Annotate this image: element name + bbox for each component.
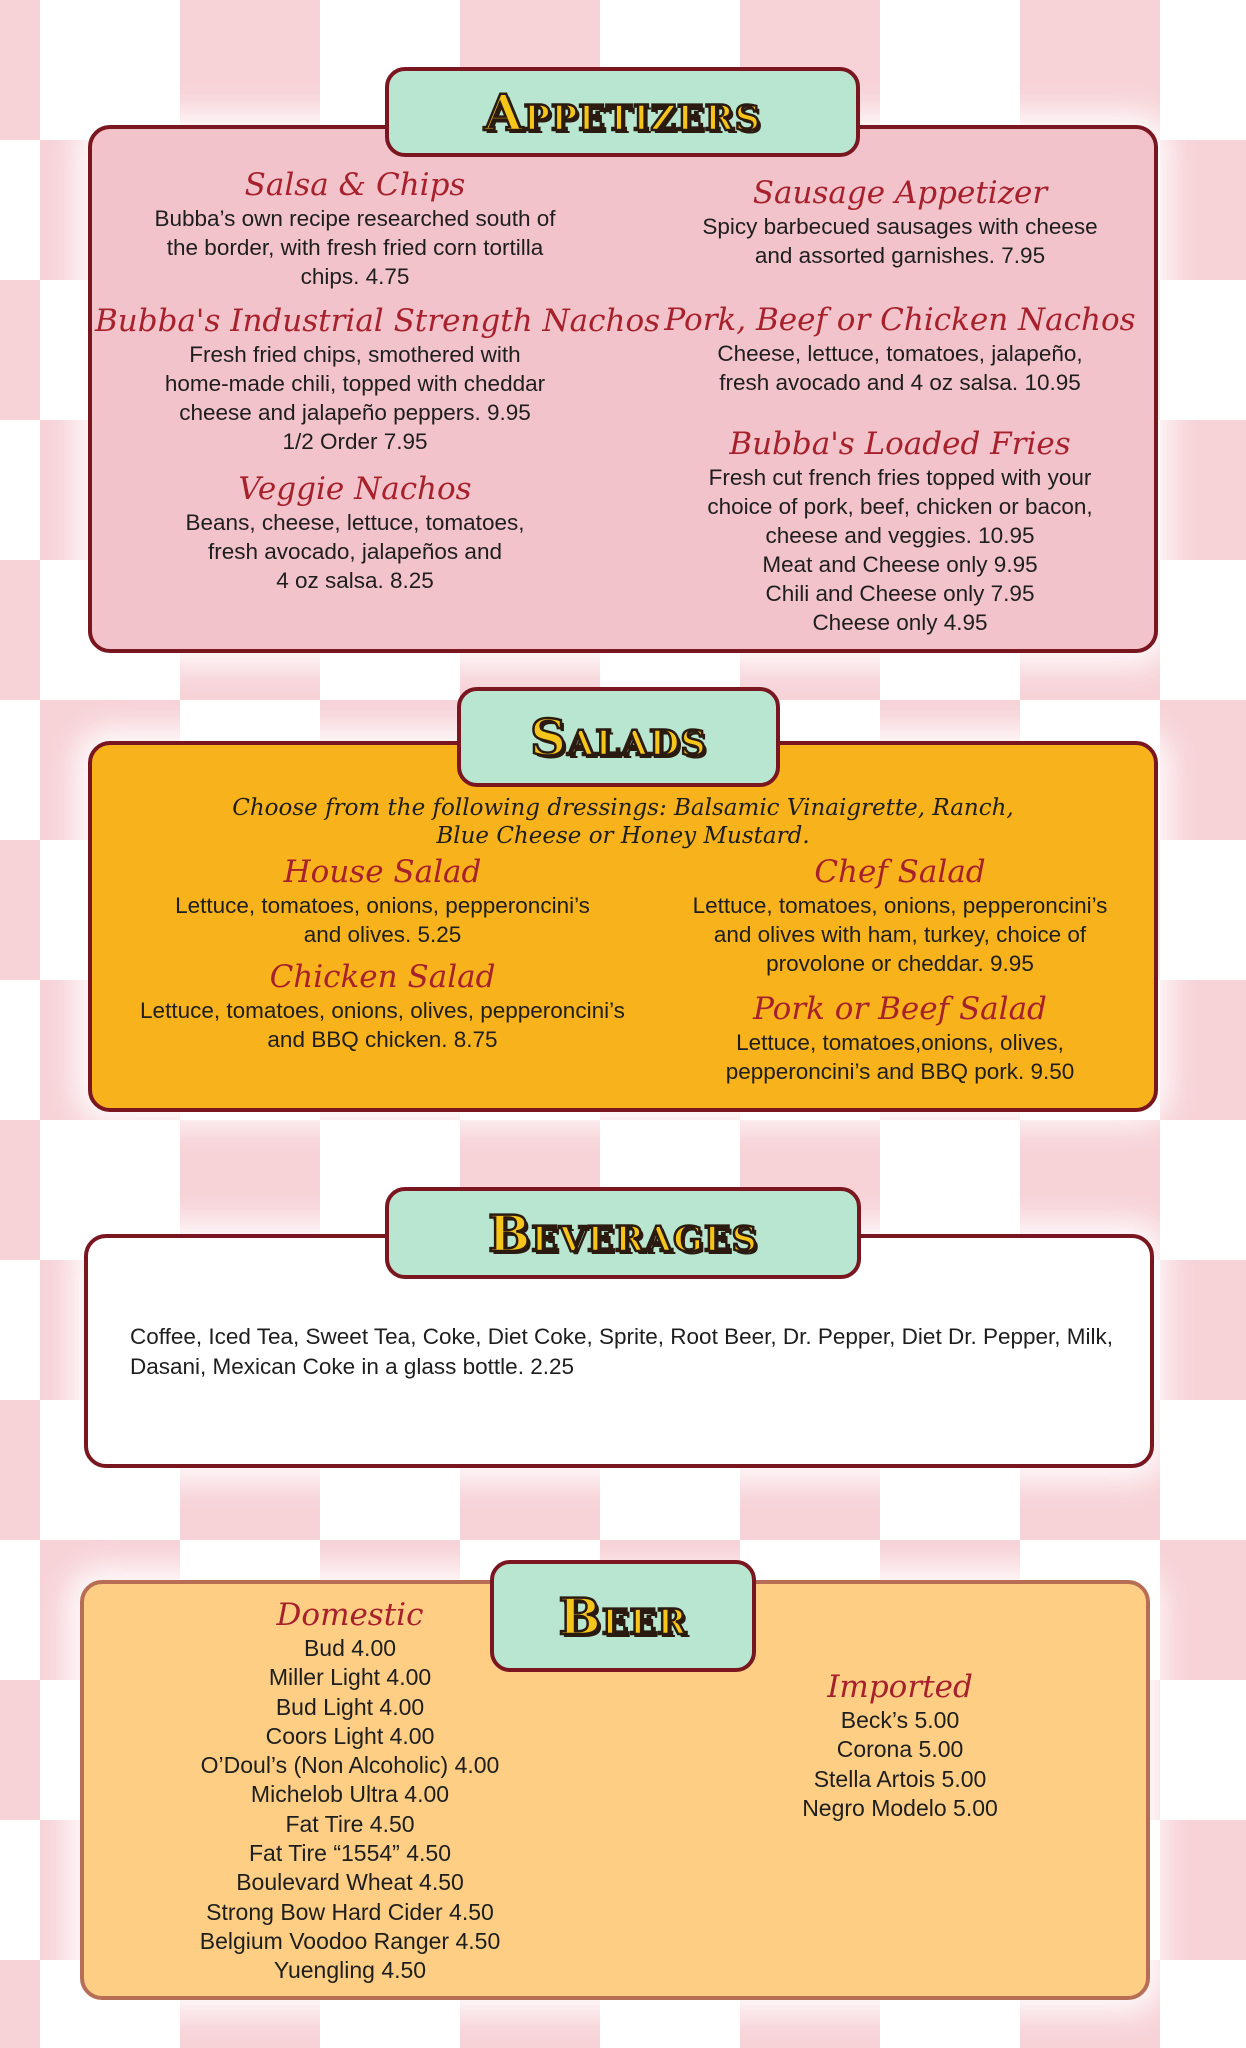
beer-item: Boulevard Wheat 4.50 (236, 1869, 464, 1896)
beer-item: Miller Light 4.00 (268, 1664, 432, 1691)
item-desc: Bubba’s own recipe researched south of the border, with fresh fried corn tortilla chips. 4.75 (154, 206, 556, 289)
menu-item-sausage-appetizer (650, 174, 1150, 270)
menu-item-pork-beef-chicken-nachos (650, 301, 1150, 397)
menu-item-pork-beef-salad (650, 990, 1150, 1086)
salads-heading: Salads (530, 707, 707, 767)
menu-item-salsa-chips (110, 166, 600, 291)
menu-item-chicken-salad (110, 958, 655, 1054)
beer-item: Strong Bow Hard Cider 4.50 (206, 1898, 494, 1925)
item-desc: Spicy barbecued sausages with cheese and assorted garnishes. 7.95 (702, 214, 1098, 268)
beverages-heading-badge (385, 1187, 861, 1279)
item-title: Pork, Beef or Chicken Nachos (664, 302, 1136, 338)
item-title: Chicken Salad (269, 959, 496, 995)
menu-item-loaded-fries (650, 425, 1150, 637)
item-desc: Lettuce, tomatoes, onions, pepperoncini’s and olives. 5.25 (175, 893, 590, 947)
item-title: Chef Salad (814, 854, 986, 890)
beer-domestic-column (150, 1596, 550, 1986)
beer-item: Stella Artois 5.00 (813, 1765, 987, 1792)
beer-item: Fat Tire 4.50 (285, 1810, 415, 1837)
menu-item-chef-salad (650, 853, 1150, 978)
item-title: Bubba's Loaded Fries (729, 426, 1071, 462)
beer-item: Corona 5.00 (836, 1736, 964, 1763)
beer-item: Bud Light 4.00 (275, 1693, 425, 1720)
beer-item: Yuengling 4.50 (273, 1957, 427, 1984)
appetizers-heading: Appetizers (483, 82, 762, 142)
item-title: Salsa & Chips (244, 167, 466, 203)
item-title: House Salad (283, 854, 482, 890)
item-desc: Lettuce, tomatoes, onions, olives, pepperoncini’s and BBQ chicken. 8.75 (140, 998, 625, 1052)
menu-item-house-salad (110, 853, 655, 949)
beer-imported-title: Imported (827, 1669, 973, 1705)
beer-item: Michelob Ultra 4.00 (250, 1781, 450, 1808)
salads-heading-badge (457, 687, 780, 787)
beverages-list: Coffee, Iced Tea, Sweet Tea, Coke, Diet Coke, Sprite, Root Beer, Dr. Pepper, Diet Dr. Pepper, Milk, Dasani, Mexican Coke in a glass bottle. 2.25 (130, 1324, 1114, 1379)
beer-domestic-list (150, 1634, 550, 1986)
item-title: Sausage Appetizer (752, 175, 1048, 211)
beer-imported-list (700, 1706, 1100, 1823)
beer-item: Coors Light 4.00 (265, 1722, 435, 1749)
item-desc: Cheese, lettuce, tomatoes, jalapeño, fresh avocado and 4 oz salsa. 10.95 (717, 341, 1083, 395)
item-title: Pork or Beef Salad (753, 991, 1047, 1027)
salads-dressing-note: Choose from the following dressings: Balsamic Vinaigrette, Ranch, Blue Cheese or Honey Mustard. (232, 795, 1014, 849)
beer-domestic-title: Domestic (276, 1597, 424, 1633)
menu-item-industrial-nachos (95, 302, 661, 456)
beer-item: Beck’s 5.00 (840, 1707, 960, 1733)
beer-item: Fat Tire “1554” 4.50 (249, 1840, 451, 1867)
item-desc: Beans, cheese, lettuce, tomatoes, fresh avocado, jalapeños and 4 oz salsa. 8.25 (185, 510, 525, 593)
item-title: Veggie Nachos (238, 471, 472, 507)
menu-item-veggie-nachos (110, 470, 600, 595)
item-title: Bubba's Industrial Strength Nachos (95, 303, 661, 339)
appetizers-heading-badge (385, 67, 860, 157)
beer-heading: Beer (558, 1586, 688, 1646)
item-desc: Fresh cut french fries topped with your choice of pork, beef, chicken or bacon, cheese and veggies. 10.95 Meat and Cheese only 9.95 Chili and Cheese only 7.95 Cheese only 4.95 (707, 465, 1093, 635)
beer-item: O’Doul’s (Non Alcoholic) 4.00 (200, 1752, 500, 1779)
item-desc: Fresh fried chips, smothered with home-made chili, topped with cheddar cheese and jalapeño peppers. 9.95 1/2 Order 7.95 (164, 342, 546, 454)
beer-item: Negro Modelo 5.00 (802, 1794, 998, 1821)
beer-item: Bud 4.00 (303, 1635, 397, 1661)
beer-item: Belgium Voodoo Ranger 4.50 (199, 1927, 501, 1954)
beer-imported-column (700, 1668, 1100, 1823)
item-desc: Lettuce, tomatoes,onions, olives, pepperoncini’s and BBQ pork. 9.50 (725, 1030, 1075, 1084)
item-desc: Lettuce, tomatoes, onions, pepperoncini’s and olives with ham, turkey, choice of provolone or cheddar. 9.95 (692, 893, 1108, 976)
beverages-heading: Beverages (488, 1203, 758, 1263)
